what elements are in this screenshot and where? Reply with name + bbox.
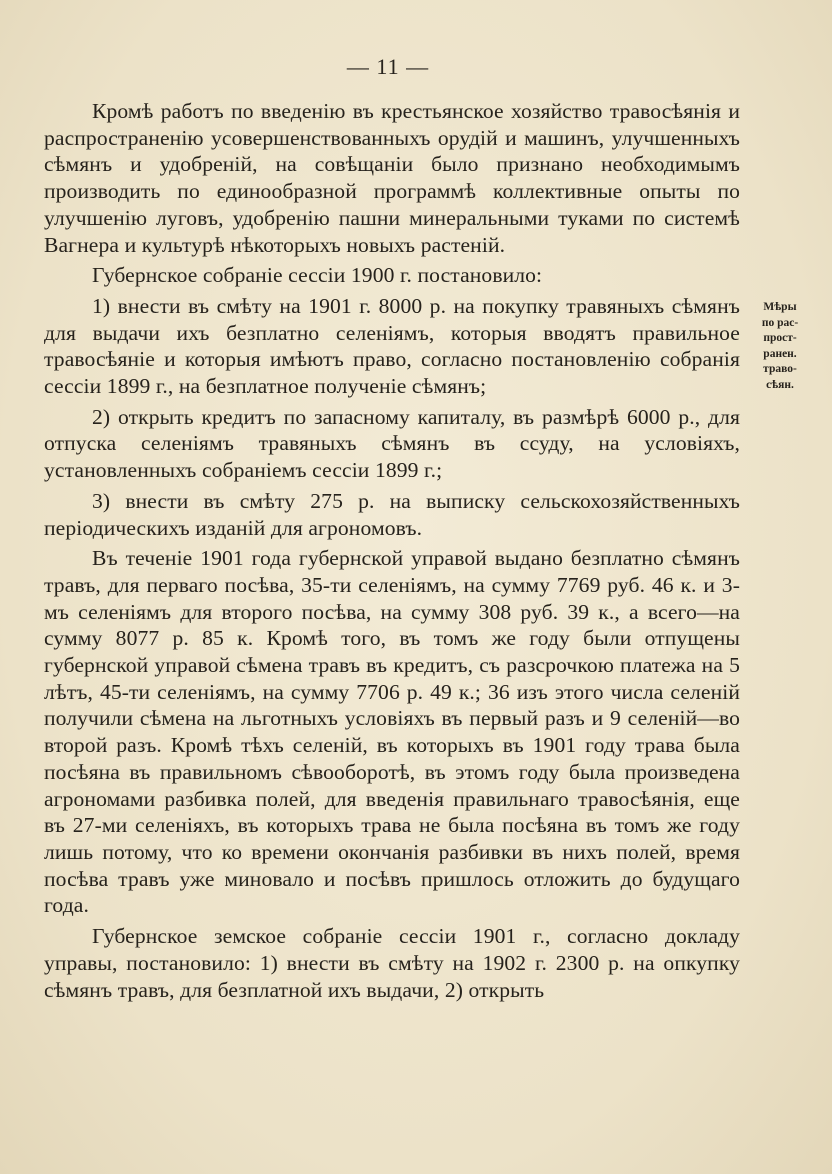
paragraph: 1) внести въ смѣту на 1901 г. 8000 р. на покупку травяныхъ сѣмянъ для выдачи ихъ безплатно селеніямъ, которыя вводятъ правильное травосѣяніе и которыя имѣютъ право, согласно постановленію собранія сессіи 1899 г., на безплатное полученіе сѣмянъ;: [44, 293, 740, 399]
paragraph: Губернское земское собраніе сессіи 1901 г., согласно докладу управы, постановило: 1) внести въ смѣту на 1902 г. 2300 р. на опкупку сѣмянъ травъ, для безплатной ихъ выдачи, 2) открыть: [44, 924, 740, 1002]
margin-note-line: Мѣры: [763, 301, 797, 313]
margin-note: [746, 300, 814, 393]
margin-note-line: прост-: [763, 332, 797, 344]
margin-note-line: ранен.: [763, 347, 797, 360]
paragraph: 3) внести въ смѣту 275 р. на выписку сельскохозяйственныхъ періодическихъ изданій для агрономовъ.: [44, 488, 740, 540]
body-text: [44, 98, 740, 1003]
paragraph: Губернское собраніе сессіи 1900 г. постановило:: [92, 263, 543, 288]
paragraph: Кромѣ работъ по введенію въ крестьянское хозяйство травосѣянія и распространенію усовершенствованныхъ орудій и машинъ, улучшенныхъ сѣмянъ и удобреній, на совѣщаніи было признано необходимымъ производить по единообразной программѣ коллективные опыты по улучшенію луговъ, удобренію пашни минеральными туками по системѣ Вагнера и культурѣ нѣкоторыхъ новыхъ растеній.: [44, 99, 740, 257]
margin-note-line: сѣян.: [766, 378, 794, 391]
margin-note-line: траво-: [763, 363, 797, 375]
paragraph: Въ теченіе 1901 года губернской управой выдано безплатно сѣмянъ травъ, для перваго посѣва, 35-ти селеніямъ, на сумму 7769 руб. 46 к. и 3-мъ селеніямъ для второго посѣва, на сумму 308 руб. 39 к., а всего—на сумму 8077 р. 85 к. Кромѣ того, въ томъ же году были отпущены губернской управой сѣмена травъ въ кредитъ, съ разсрочкою платежа на 5 лѣтъ, 45-ти селеніямъ, на сумму 7706 р. 49 к.; 36 изъ этого числа селеній получили сѣмена на льготныхъ условіяхъ въ первый разъ и 9 селеній—во второй разъ. Кромѣ тѣхъ селеній, въ которыхъ въ 1901 году трава была посѣяна въ правильномъ сѣвооборотѣ, въ этомъ году была произведена агрономами разбивка полей, для введенія правильнаго травосѣянія, еще въ 27-ми селеніяхъ, въ которыхъ трава не была посѣяна въ томъ же году лишь потому, что ко времени окончанія разбивки въ нихъ полей, время посѣва травъ уже миновало и посѣвъ пришлось отложить до будущаго года.: [44, 546, 740, 918]
paragraph: 2) открыть кредитъ по запасному капиталу, въ размѣрѣ 6000 р., для отпуска селеніямъ травяныхъ сѣмянъ въ ссуду, на условіяхъ, установленныхъ собраніемъ сессіи 1899 г.;: [44, 404, 740, 483]
page-number: — 11 —: [346, 54, 430, 79]
margin-note-line: по рас-: [761, 316, 799, 329]
